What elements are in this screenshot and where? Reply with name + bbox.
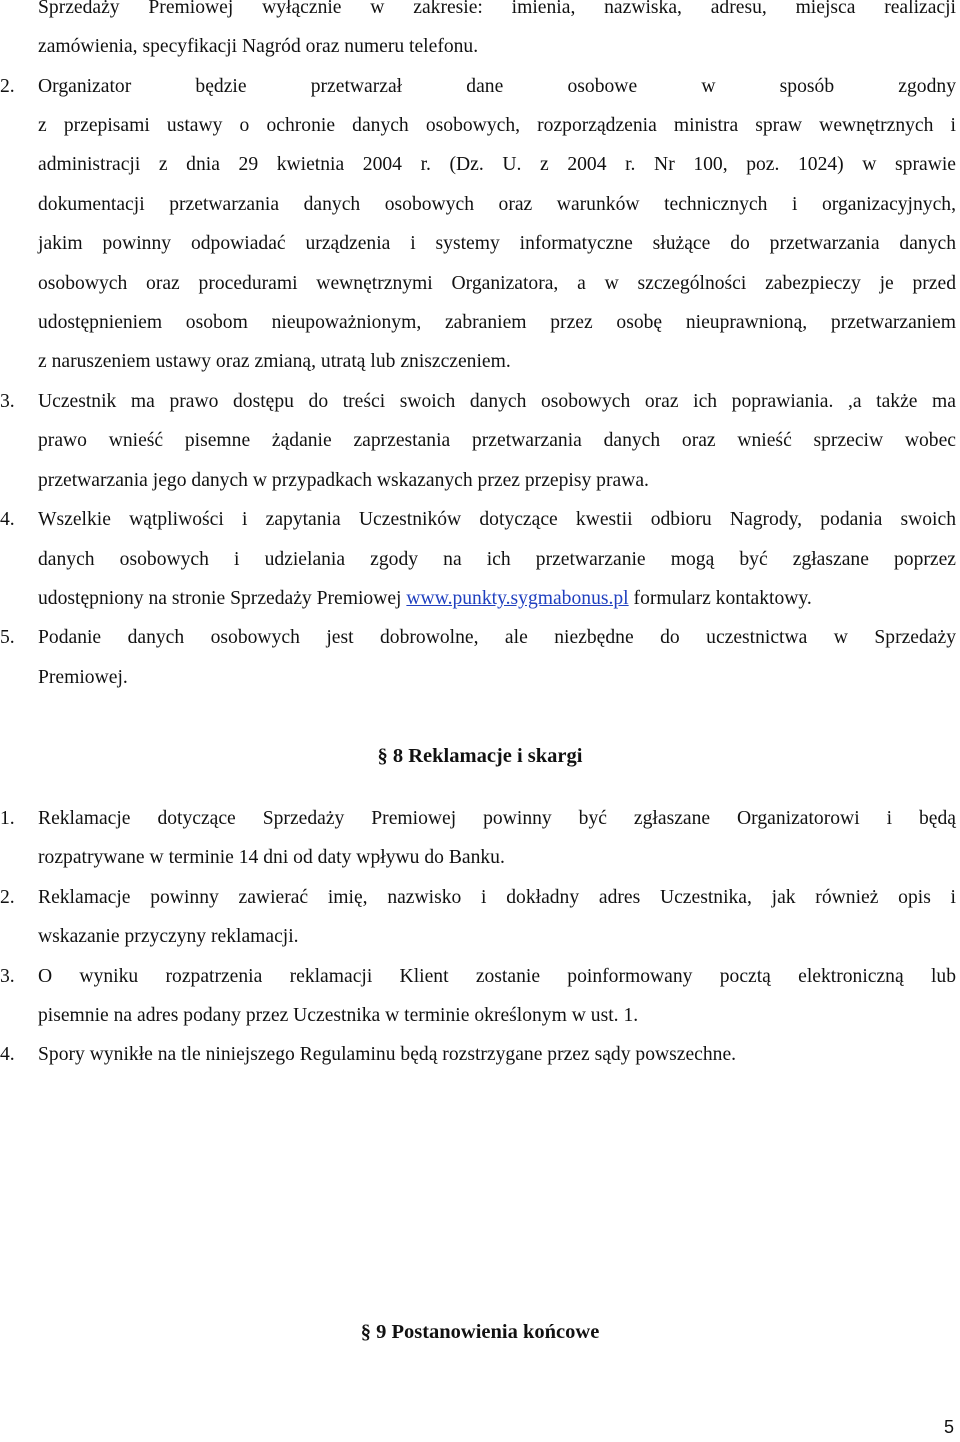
list-item-line: osobowych oraz procedurami wewnętrznymi Organizatora, a w szczególności zabezpieczy je przed xyxy=(38,273,956,294)
list-item-line: z przepisami ustawy o ochronie danych osobowych, rozporządzenia ministra spraw wewnętrznych i xyxy=(38,115,956,136)
list-item-line: Wszelkie wątpliwości i zapytania Uczestników dotyczące kwestii odbioru Nagrody, podania swoich xyxy=(38,509,956,530)
list-number: 1. xyxy=(0,808,15,829)
list-item-line: pisemnie na adres podany przez Uczestnika w terminie określonym w ust. 1. xyxy=(38,1005,639,1026)
list-number: 3. xyxy=(0,966,15,987)
list-item-line: Podanie danych osobowych jest dobrowolne, ale niezbędne do uczestnictwa w Sprzedaży xyxy=(38,627,956,648)
list-number: 4. xyxy=(0,1044,15,1065)
list-item-line: rozpatrywane w terminie 14 dni od daty wpływu do Banku. xyxy=(38,847,505,868)
list-item-line: jakim powinny odpowiadać urządzenia i systemy informatyczne służące do przetwarzania danych xyxy=(38,233,956,254)
section-heading: § 9 Postanowienia końcowe xyxy=(360,1321,600,1343)
paragraph-line: zamówienia, specyfikacji Nagród oraz numeru telefonu. xyxy=(38,36,479,57)
list-item-line: prawo wnieść pisemne żądanie zaprzestania przetwarzania danych oraz wnieść sprzeciw wobec xyxy=(38,430,956,451)
link-line-before: udostępniony na stronie Sprzedaży Premiowej xyxy=(38,588,407,609)
list-item-line: dokumentacji przetwarzania danych osobowych oraz warunków technicznych i organizacyjnych, xyxy=(38,194,956,215)
list-number: 3. xyxy=(0,391,15,412)
list-item-line: z naruszeniem ustawy oraz zmianą, utratą lub zniszczeniem. xyxy=(38,351,511,372)
list-number: 2. xyxy=(0,887,15,908)
list-item-line: wskazanie przyczyny reklamacji. xyxy=(38,926,299,947)
list-number: 5. xyxy=(0,627,15,648)
list-item-line: przetwarzania jego danych w przypadkach wskazanych przez przepisy prawa. xyxy=(38,470,649,491)
list-item-line: Reklamacje dotyczące Sprzedaży Premiowej powinny być zgłaszane Organizatorowi i będą xyxy=(38,808,956,829)
list-item-line: Spory wynikłe na tle niniejszego Regulaminu będą rozstrzygane przez sądy powszechne. xyxy=(38,1044,737,1065)
list-item-line xyxy=(38,587,956,611)
list-item-line: udostępnieniem osobom nieupoważnionym, zabraniem przez osobę nieuprawnioną, przetwarzaniem xyxy=(38,312,956,333)
list-item-line: danych osobowych i udzielania zgody na ich przetwarzanie mogą być zgłaszane poprzez xyxy=(38,549,956,570)
list-item-line: Organizator będzie przetwarzał dane osobowe w sposób zgodny xyxy=(38,76,956,97)
link-line-after: formularz kontaktowy. xyxy=(628,588,812,609)
page-number: 5 xyxy=(943,1417,954,1437)
list-item-line: Reklamacje powinny zawierać imię, nazwisko i dokładny adres Uczestnika, jak również opis i xyxy=(38,887,956,908)
section-heading: § 8 Reklamacje i skargi xyxy=(377,745,583,767)
list-number: 2. xyxy=(0,76,15,97)
list-item-line: O wyniku rozpatrzenia reklamacji Klient zostanie poinformowany pocztą elektroniczną lub xyxy=(38,966,956,987)
list-number: 4. xyxy=(0,509,15,530)
list-item-line: Premiowej. xyxy=(38,667,128,688)
website-link[interactable]: www.punkty.sygmabonus.pl xyxy=(406,588,629,609)
paragraph-line: Sprzedaży Premiowej wyłącznie w zakresie: imienia, nazwiska, adresu, miejsca realizacji xyxy=(38,0,956,18)
list-item-line: Uczestnik ma prawo dostępu do treści swoich danych osobowych oraz ich poprawiania. ,a także ma xyxy=(38,391,956,412)
list-item-line: administracji z dnia 29 kwietnia 2004 r. (Dz. U. z 2004 r. Nr 100, poz. 1024) w sprawie xyxy=(38,154,956,175)
